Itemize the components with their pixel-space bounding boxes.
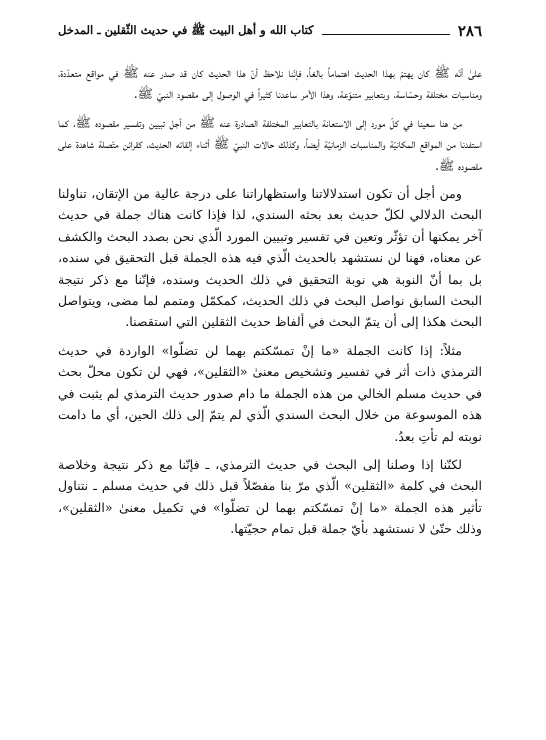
paragraph-2: من هنا سعينا في كلّ مورد إلى الاستعانة بالتعابير المختلفة الصادرة عنه ﷺ من أجل تبيين وتفسير مقصوده ﷺ، كما استفدنا من المواقع المكانيّة والمناسبات الزمانيّة أيضاً، وكذلك حالات النبيّ ﷺ أثناء إلقائه الحديث، كقرائن متّصلة شاهدة على مقصوده ﷺ. [58, 114, 482, 173]
page-body [58, 62, 482, 540]
paragraph-1: علىٰ أنّه ﷺ كان يهتمّ بهذا الحديث اهتماماً بالغاً، فإنّنا نلاحظ أنّ هذا الحديث كان قد صدر عنه ﷺ في مواقع متعدّدة، ومناسبات مختلفة وحسّاسة، وبتعابير متنوّعة، وهذا الأمر ساعدنا كثيراً في الوصول إلى مقصود النبيّ ﷺ. [58, 65, 482, 102]
paragraph-3: ومن أجل أن تكون استدلالاتنا واستظهاراتنا على درجة عالية من الإتقان، تناولنا البحث الدلالي لكلّ حديث بعد بحثه السندي، لذا فإذا كانت هناك جملة في حديث آخر يمكنها أن تؤثّر وتعين في تفسير وتبيين المورد الّذي نحن بصدد البحث والكشف عن معناه، فهنا لن نستشهد بالحديث الّذي فيه هذه الجملة قبل التحقيق في سنده، بل بما أنّ النوبة هي نوبة التحقيق في ذلك الحديث وسنده، فإنّنا مع ذكر نتيجة البحث السابق نواصل البحث في ذلك الحديث، كمكمّل ومتمم لما مضى، ويتواصل البحث هكذا إلى أن يتمّ البحث في ألفاظ حديث الثقلين التي استقصنا. [58, 186, 482, 330]
page-header [58, 16, 482, 42]
paragraph-5: لكنّنا إذا وصلنا إلى البحث في حديث الترمذي، ـ فإنّنا مع ذكر نتيجة وخلاصة البحث في كلمة «الثقلين» الّذي مرّ بنا مفصّلاً قبل ذلك في حديث مسلم ـ نتناول تأثير هذه الجملة «ما إنْ تمسّكتم بهما لن تضلّوا» في تكميل معنىٰ «الثقلين»، وذلك حتّىٰ لا نستشهد بأيّ جملة قبل تمام حجيّتها. [58, 456, 482, 537]
paragraph-4: مثلاً: إذا كانت الجملة «ما إنْ تمسّكتم بهما لن تضلّوا» الواردة في حديث الترمذي ذات أثر في تفسير وتشخيص معنىٰ «الثقلين»، فهي لن تكون محلّ بحث في حديث مسلم الخالي من هذه الجملة ما دام صدور حديث الترمذي لم يثبت في هذه الموسوعة من خلال البحث السندي الّذي لم يتمّ إلى ذلك الحين، أي ما دامت نوبته لم تأتِ بعدُ. [58, 342, 482, 444]
header-rule [322, 34, 450, 35]
page-number: ٢٨٦ [457, 22, 482, 40]
running-title: كتاب الله و أهل البيت ﷺ في حديث الثّقلين ـ المدخل [58, 23, 314, 37]
